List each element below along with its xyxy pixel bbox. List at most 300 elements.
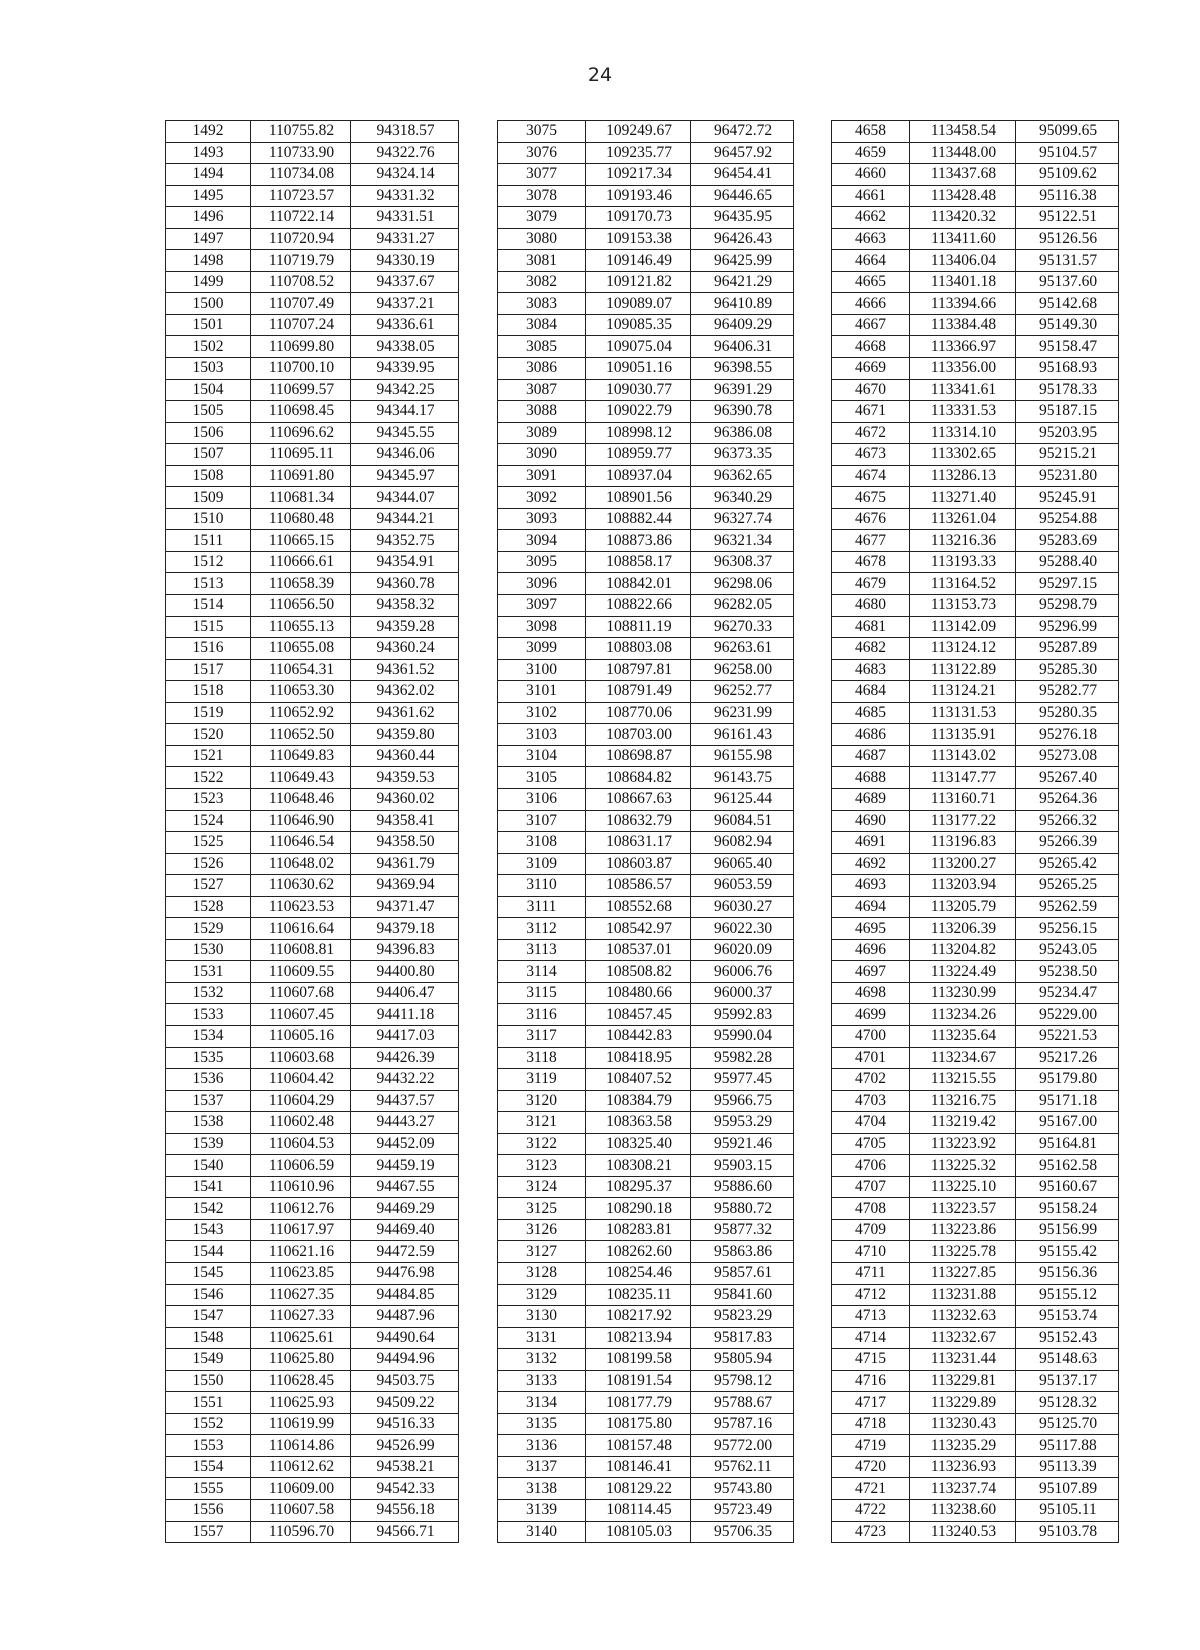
x-coordinate-cell: 109235.77 <box>586 142 691 164</box>
point-number-cell: 3102 <box>498 702 586 724</box>
y-coordinate-cell: 95298.79 <box>1016 595 1119 617</box>
table-row <box>498 551 794 573</box>
y-coordinate-cell: 95706.35 <box>691 1521 794 1543</box>
x-coordinate-cell: 113135.91 <box>910 724 1016 746</box>
table-row <box>166 444 459 466</box>
table-row <box>832 185 1119 207</box>
x-coordinate-cell: 113366.97 <box>910 336 1016 358</box>
x-coordinate-cell: 110646.54 <box>251 832 351 854</box>
x-coordinate-cell: 110623.53 <box>251 896 351 918</box>
point-number-cell: 3086 <box>498 358 586 380</box>
x-coordinate-cell: 110607.58 <box>251 1500 351 1522</box>
x-coordinate-cell: 113229.81 <box>910 1370 1016 1392</box>
y-coordinate-cell: 94472.59 <box>351 1241 459 1263</box>
point-number-cell: 1527 <box>166 875 251 897</box>
x-coordinate-cell: 108858.17 <box>586 551 691 573</box>
point-number-cell: 1511 <box>166 530 251 552</box>
table-row <box>832 487 1119 509</box>
y-coordinate-cell: 95160.67 <box>1016 1176 1119 1198</box>
point-number-cell: 4663 <box>832 228 910 250</box>
y-coordinate-cell: 95231.80 <box>1016 465 1119 487</box>
point-number-cell: 3137 <box>498 1456 586 1478</box>
table-row <box>498 293 794 315</box>
point-number-cell: 1497 <box>166 228 251 250</box>
point-number-cell: 1542 <box>166 1198 251 1220</box>
x-coordinate-cell: 113406.04 <box>910 250 1016 272</box>
y-coordinate-cell: 95823.29 <box>691 1306 794 1328</box>
table-row <box>498 1284 794 1306</box>
y-coordinate-cell: 96053.59 <box>691 875 794 897</box>
point-number-cell: 4672 <box>832 422 910 444</box>
table-row <box>166 336 459 358</box>
y-coordinate-cell: 95215.21 <box>1016 444 1119 466</box>
y-coordinate-cell: 94360.24 <box>351 638 459 660</box>
table-row <box>832 832 1119 854</box>
y-coordinate-cell: 96390.78 <box>691 401 794 423</box>
x-coordinate-cell: 113448.00 <box>910 142 1016 164</box>
table-row <box>166 939 459 961</box>
y-coordinate-cell: 95296.99 <box>1016 616 1119 638</box>
table-row <box>832 444 1119 466</box>
x-coordinate-cell: 113230.99 <box>910 982 1016 1004</box>
x-coordinate-cell: 110722.14 <box>251 207 351 229</box>
x-coordinate-cell: 110648.02 <box>251 853 351 875</box>
x-coordinate-cell: 108803.08 <box>586 638 691 660</box>
y-coordinate-cell: 94358.41 <box>351 810 459 832</box>
y-coordinate-cell: 96263.61 <box>691 638 794 660</box>
table-row <box>498 1349 794 1371</box>
x-coordinate-cell: 113384.48 <box>910 314 1016 336</box>
table-row <box>832 659 1119 681</box>
point-number-cell: 1520 <box>166 724 251 746</box>
table-row <box>498 1047 794 1069</box>
point-number-cell: 4674 <box>832 465 910 487</box>
table-row <box>498 508 794 530</box>
y-coordinate-cell: 95953.29 <box>691 1112 794 1134</box>
x-coordinate-cell: 113238.60 <box>910 1500 1016 1522</box>
x-coordinate-cell: 109022.79 <box>586 401 691 423</box>
table-row <box>166 121 459 143</box>
y-coordinate-cell: 95817.83 <box>691 1327 794 1349</box>
table-row <box>166 465 459 487</box>
point-number-cell: 3087 <box>498 379 586 401</box>
table-row <box>166 1521 459 1543</box>
point-number-cell: 3082 <box>498 271 586 293</box>
table-row <box>166 595 459 617</box>
y-coordinate-cell: 96161.43 <box>691 724 794 746</box>
point-number-cell: 4702 <box>832 1069 910 1091</box>
table-row <box>166 1025 459 1047</box>
y-coordinate-cell: 95152.43 <box>1016 1327 1119 1349</box>
point-number-cell: 4680 <box>832 595 910 617</box>
x-coordinate-cell: 113237.74 <box>910 1478 1016 1500</box>
table-row <box>498 724 794 746</box>
y-coordinate-cell: 94476.98 <box>351 1262 459 1284</box>
point-number-cell: 1554 <box>166 1456 251 1478</box>
x-coordinate-cell: 110658.39 <box>251 573 351 595</box>
x-coordinate-cell: 109170.73 <box>586 207 691 229</box>
y-coordinate-cell: 94411.18 <box>351 1004 459 1026</box>
point-number-cell: 1528 <box>166 896 251 918</box>
y-coordinate-cell: 95107.89 <box>1016 1478 1119 1500</box>
y-coordinate-cell: 95148.63 <box>1016 1349 1119 1371</box>
table-row <box>498 1004 794 1026</box>
x-coordinate-cell: 113223.92 <box>910 1133 1016 1155</box>
table-row <box>166 681 459 703</box>
y-coordinate-cell: 94516.33 <box>351 1413 459 1435</box>
y-coordinate-cell: 94361.52 <box>351 659 459 681</box>
table-row <box>498 314 794 336</box>
y-coordinate-cell: 94406.47 <box>351 982 459 1004</box>
y-coordinate-cell: 94358.32 <box>351 595 459 617</box>
y-coordinate-cell: 94359.28 <box>351 616 459 638</box>
y-coordinate-cell: 96282.05 <box>691 595 794 617</box>
point-number-cell: 3075 <box>498 121 586 143</box>
y-coordinate-cell: 95187.15 <box>1016 401 1119 423</box>
y-coordinate-cell: 95266.32 <box>1016 810 1119 832</box>
y-coordinate-cell: 94322.76 <box>351 142 459 164</box>
y-coordinate-cell: 95164.81 <box>1016 1133 1119 1155</box>
point-number-cell: 4688 <box>832 767 910 789</box>
x-coordinate-cell: 109089.07 <box>586 293 691 315</box>
y-coordinate-cell: 94360.44 <box>351 745 459 767</box>
x-coordinate-cell: 113356.00 <box>910 358 1016 380</box>
point-number-cell: 3103 <box>498 724 586 746</box>
point-number-cell: 1514 <box>166 595 251 617</box>
x-coordinate-cell: 108157.48 <box>586 1435 691 1457</box>
table-row <box>166 810 459 832</box>
y-coordinate-cell: 95234.47 <box>1016 982 1119 1004</box>
table-row <box>498 422 794 444</box>
point-number-cell: 3109 <box>498 853 586 875</box>
x-coordinate-cell: 108175.80 <box>586 1413 691 1435</box>
table-row <box>166 1435 459 1457</box>
x-coordinate-cell: 113428.48 <box>910 185 1016 207</box>
y-coordinate-cell: 94362.02 <box>351 681 459 703</box>
point-number-cell: 4704 <box>832 1112 910 1134</box>
x-coordinate-cell: 108822.66 <box>586 595 691 617</box>
x-coordinate-cell: 108262.60 <box>586 1241 691 1263</box>
point-number-cell: 1545 <box>166 1262 251 1284</box>
table-row <box>166 724 459 746</box>
y-coordinate-cell: 95155.42 <box>1016 1241 1119 1263</box>
table-row <box>498 896 794 918</box>
table-row <box>166 422 459 444</box>
point-number-cell: 4661 <box>832 185 910 207</box>
y-coordinate-cell: 94526.99 <box>351 1435 459 1457</box>
point-number-cell: 4671 <box>832 401 910 423</box>
table-row <box>832 314 1119 336</box>
table-row <box>166 551 459 573</box>
table-row <box>832 1392 1119 1414</box>
y-coordinate-cell: 96020.09 <box>691 939 794 961</box>
table-row <box>832 573 1119 595</box>
x-coordinate-cell: 108235.11 <box>586 1284 691 1306</box>
y-coordinate-cell: 95155.12 <box>1016 1284 1119 1306</box>
y-coordinate-cell: 95990.04 <box>691 1025 794 1047</box>
point-number-cell: 1505 <box>166 401 251 423</box>
x-coordinate-cell: 109121.82 <box>586 271 691 293</box>
x-coordinate-cell: 113225.78 <box>910 1241 1016 1263</box>
y-coordinate-cell: 94359.53 <box>351 767 459 789</box>
y-coordinate-cell: 96327.74 <box>691 508 794 530</box>
y-coordinate-cell: 95287.89 <box>1016 638 1119 660</box>
y-coordinate-cell: 94487.96 <box>351 1306 459 1328</box>
table-row <box>498 530 794 552</box>
point-number-cell: 1503 <box>166 358 251 380</box>
x-coordinate-cell: 110755.82 <box>251 121 351 143</box>
point-number-cell: 3101 <box>498 681 586 703</box>
x-coordinate-cell: 109075.04 <box>586 336 691 358</box>
x-coordinate-cell: 108217.92 <box>586 1306 691 1328</box>
y-coordinate-cell: 94358.50 <box>351 832 459 854</box>
y-coordinate-cell: 94469.40 <box>351 1219 459 1241</box>
table-row <box>166 293 459 315</box>
point-number-cell: 1502 <box>166 336 251 358</box>
y-coordinate-cell: 96000.37 <box>691 982 794 1004</box>
x-coordinate-cell: 113234.67 <box>910 1047 1016 1069</box>
point-number-cell: 3080 <box>498 228 586 250</box>
x-coordinate-cell: 113230.43 <box>910 1413 1016 1435</box>
table-row <box>166 918 459 940</box>
point-number-cell: 3139 <box>498 1500 586 1522</box>
table-row <box>832 250 1119 272</box>
point-number-cell: 4665 <box>832 271 910 293</box>
point-number-cell: 1499 <box>166 271 251 293</box>
point-number-cell: 4689 <box>832 788 910 810</box>
x-coordinate-cell: 108959.77 <box>586 444 691 466</box>
y-coordinate-cell: 96084.51 <box>691 810 794 832</box>
x-coordinate-cell: 113411.60 <box>910 228 1016 250</box>
x-coordinate-cell: 110614.86 <box>251 1435 351 1457</box>
x-coordinate-cell: 110649.43 <box>251 767 351 789</box>
x-coordinate-cell: 113401.18 <box>910 271 1016 293</box>
x-coordinate-cell: 110606.59 <box>251 1155 351 1177</box>
table-row <box>832 1413 1119 1435</box>
point-number-cell: 4659 <box>832 142 910 164</box>
table-row <box>498 681 794 703</box>
table-row <box>832 1069 1119 1091</box>
table-row <box>166 1327 459 1349</box>
point-number-cell: 3140 <box>498 1521 586 1543</box>
point-number-cell: 3085 <box>498 336 586 358</box>
coordinate-table-1 <box>165 120 459 1543</box>
table-row <box>832 358 1119 380</box>
x-coordinate-cell: 108442.83 <box>586 1025 691 1047</box>
x-coordinate-cell: 110619.99 <box>251 1413 351 1435</box>
y-coordinate-cell: 94354.91 <box>351 551 459 573</box>
x-coordinate-cell: 110719.79 <box>251 250 351 272</box>
x-coordinate-cell: 109193.46 <box>586 185 691 207</box>
x-coordinate-cell: 108480.66 <box>586 982 691 1004</box>
x-coordinate-cell: 113193.33 <box>910 551 1016 573</box>
y-coordinate-cell: 94556.18 <box>351 1500 459 1522</box>
table-row <box>832 465 1119 487</box>
y-coordinate-cell: 96362.65 <box>691 465 794 487</box>
point-number-cell: 1510 <box>166 508 251 530</box>
point-number-cell: 3131 <box>498 1327 586 1349</box>
point-number-cell: 4719 <box>832 1435 910 1457</box>
y-coordinate-cell: 96446.65 <box>691 185 794 207</box>
x-coordinate-cell: 108631.17 <box>586 832 691 854</box>
table-row <box>832 1521 1119 1543</box>
point-number-cell: 1552 <box>166 1413 251 1435</box>
coordinate-table-2 <box>497 120 794 1543</box>
point-number-cell: 3118 <box>498 1047 586 1069</box>
y-coordinate-cell: 95265.25 <box>1016 875 1119 897</box>
point-number-cell: 4686 <box>832 724 910 746</box>
point-number-cell: 1522 <box>166 767 251 789</box>
table-row <box>498 832 794 854</box>
y-coordinate-cell: 94331.51 <box>351 207 459 229</box>
y-coordinate-cell: 94369.94 <box>351 875 459 897</box>
table-row <box>498 961 794 983</box>
y-coordinate-cell: 95128.32 <box>1016 1392 1119 1414</box>
y-coordinate-cell: 96065.40 <box>691 853 794 875</box>
x-coordinate-cell: 110604.29 <box>251 1090 351 1112</box>
y-coordinate-cell: 95245.91 <box>1016 487 1119 509</box>
table-row <box>498 853 794 875</box>
y-coordinate-cell: 96410.89 <box>691 293 794 315</box>
y-coordinate-cell: 94371.47 <box>351 896 459 918</box>
point-number-cell: 3105 <box>498 767 586 789</box>
point-number-cell: 4684 <box>832 681 910 703</box>
x-coordinate-cell: 109217.34 <box>586 164 691 186</box>
y-coordinate-cell: 95156.36 <box>1016 1262 1119 1284</box>
point-number-cell: 4679 <box>832 573 910 595</box>
table-row <box>166 767 459 789</box>
point-number-cell: 1501 <box>166 314 251 336</box>
table-row <box>832 939 1119 961</box>
x-coordinate-cell: 108703.00 <box>586 724 691 746</box>
x-coordinate-cell: 113196.83 <box>910 832 1016 854</box>
table-row <box>832 724 1119 746</box>
table-row <box>832 1262 1119 1284</box>
point-number-cell: 1531 <box>166 961 251 983</box>
table-row <box>498 1112 794 1134</box>
point-number-cell: 3100 <box>498 659 586 681</box>
table-row <box>166 271 459 293</box>
point-number-cell: 3126 <box>498 1219 586 1241</box>
point-number-cell: 4694 <box>832 896 910 918</box>
x-coordinate-cell: 108407.52 <box>586 1069 691 1091</box>
point-number-cell: 3127 <box>498 1241 586 1263</box>
point-number-cell: 4715 <box>832 1349 910 1371</box>
table-row <box>498 1025 794 1047</box>
y-coordinate-cell: 96022.30 <box>691 918 794 940</box>
table-row <box>832 271 1119 293</box>
y-coordinate-cell: 96030.27 <box>691 896 794 918</box>
point-number-cell: 1541 <box>166 1176 251 1198</box>
table-row <box>832 1198 1119 1220</box>
table-row <box>832 1284 1119 1306</box>
table-row <box>832 293 1119 315</box>
table-row <box>832 681 1119 703</box>
point-number-cell: 1493 <box>166 142 251 164</box>
x-coordinate-cell: 108603.87 <box>586 853 691 875</box>
point-number-cell: 4681 <box>832 616 910 638</box>
table-row <box>498 1500 794 1522</box>
y-coordinate-cell: 94344.07 <box>351 487 459 509</box>
table-row <box>832 1349 1119 1371</box>
table-row <box>166 379 459 401</box>
point-number-cell: 4701 <box>832 1047 910 1069</box>
x-coordinate-cell: 113147.77 <box>910 767 1016 789</box>
x-coordinate-cell: 110720.94 <box>251 228 351 250</box>
table-row <box>166 638 459 660</box>
table-row <box>832 702 1119 724</box>
point-number-cell: 3091 <box>498 465 586 487</box>
x-coordinate-cell: 109249.67 <box>586 121 691 143</box>
table-row <box>832 401 1119 423</box>
table-row <box>166 1069 459 1091</box>
table-row <box>832 1155 1119 1177</box>
x-coordinate-cell: 108791.49 <box>586 681 691 703</box>
point-number-cell: 4705 <box>832 1133 910 1155</box>
table-row <box>832 530 1119 552</box>
x-coordinate-cell: 108542.97 <box>586 918 691 940</box>
x-coordinate-cell: 110691.80 <box>251 465 351 487</box>
y-coordinate-cell: 95103.78 <box>1016 1521 1119 1543</box>
y-coordinate-cell: 95178.33 <box>1016 379 1119 401</box>
point-number-cell: 1550 <box>166 1370 251 1392</box>
x-coordinate-cell: 108363.58 <box>586 1112 691 1134</box>
point-number-cell: 1521 <box>166 745 251 767</box>
y-coordinate-cell: 95788.67 <box>691 1392 794 1414</box>
y-coordinate-cell: 95126.56 <box>1016 228 1119 250</box>
y-coordinate-cell: 95267.40 <box>1016 767 1119 789</box>
y-coordinate-cell: 94345.97 <box>351 465 459 487</box>
x-coordinate-cell: 110680.48 <box>251 508 351 530</box>
x-coordinate-cell: 110607.68 <box>251 982 351 1004</box>
x-coordinate-cell: 113142.09 <box>910 616 1016 638</box>
table-row <box>498 659 794 681</box>
table-row <box>498 1219 794 1241</box>
x-coordinate-cell: 110656.50 <box>251 595 351 617</box>
table-row <box>498 1155 794 1177</box>
x-coordinate-cell: 113204.82 <box>910 939 1016 961</box>
point-number-cell: 3088 <box>498 401 586 423</box>
table-row <box>166 1262 459 1284</box>
table-row <box>498 444 794 466</box>
x-coordinate-cell: 113206.39 <box>910 918 1016 940</box>
x-coordinate-cell: 110610.96 <box>251 1176 351 1198</box>
point-number-cell: 3104 <box>498 745 586 767</box>
x-coordinate-cell: 108698.87 <box>586 745 691 767</box>
x-coordinate-cell: 108873.86 <box>586 530 691 552</box>
table-row <box>832 164 1119 186</box>
y-coordinate-cell: 95262.59 <box>1016 896 1119 918</box>
y-coordinate-cell: 96386.08 <box>691 422 794 444</box>
point-number-cell: 3092 <box>498 487 586 509</box>
point-number-cell: 3128 <box>498 1262 586 1284</box>
table-row <box>166 1133 459 1155</box>
y-coordinate-cell: 95122.51 <box>1016 207 1119 229</box>
point-number-cell: 1508 <box>166 465 251 487</box>
coordinate-table-3 <box>831 120 1119 1543</box>
point-number-cell: 3108 <box>498 832 586 854</box>
x-coordinate-cell: 113236.93 <box>910 1456 1016 1478</box>
x-coordinate-cell: 113203.94 <box>910 875 1016 897</box>
x-coordinate-cell: 108842.01 <box>586 573 691 595</box>
y-coordinate-cell: 95158.24 <box>1016 1198 1119 1220</box>
x-coordinate-cell: 110681.34 <box>251 487 351 509</box>
table-row <box>166 1155 459 1177</box>
x-coordinate-cell: 110612.62 <box>251 1456 351 1478</box>
x-coordinate-cell: 110696.62 <box>251 422 351 444</box>
y-coordinate-cell: 94330.19 <box>351 250 459 272</box>
point-number-cell: 4676 <box>832 508 910 530</box>
